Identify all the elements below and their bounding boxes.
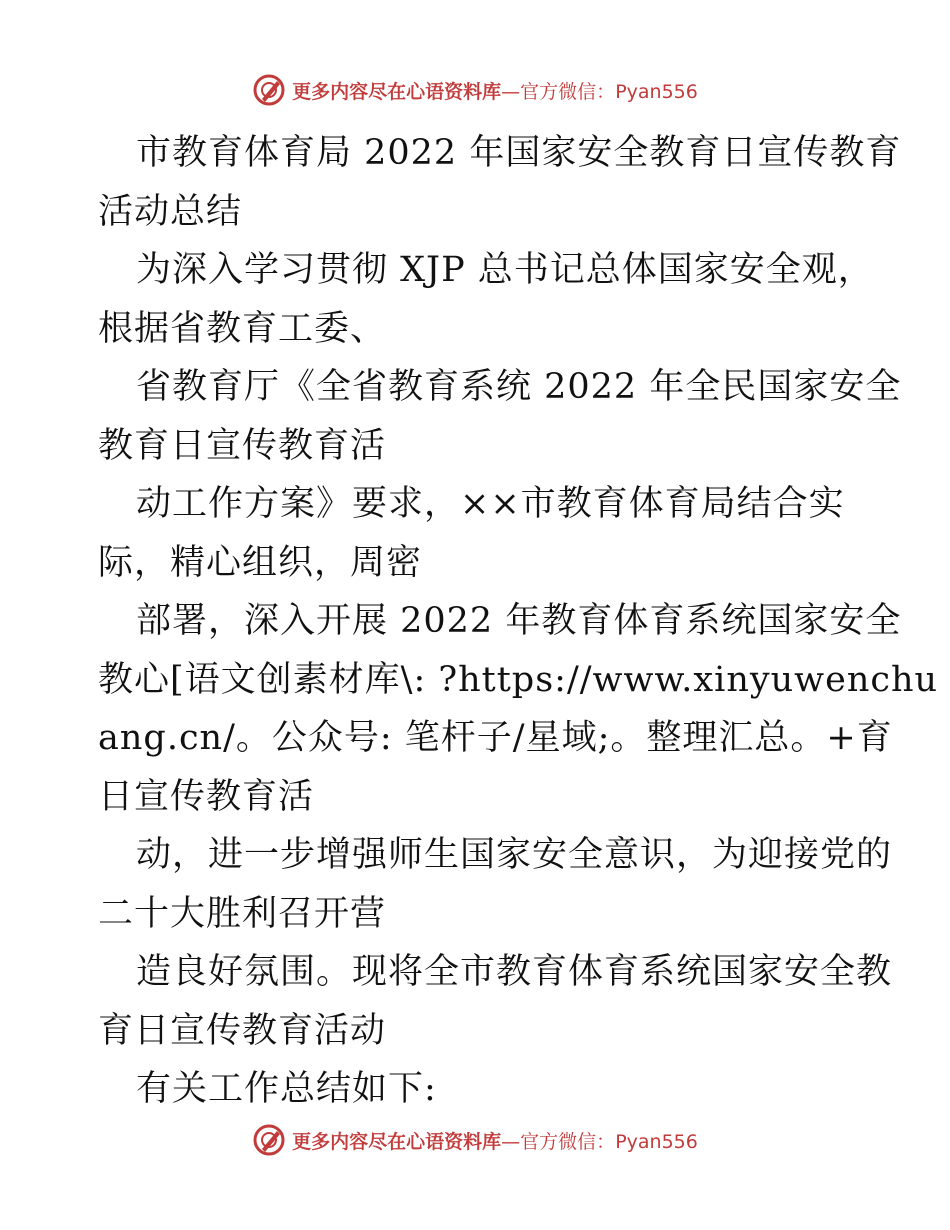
paragraph-line: 造良好氛围。现将全市教育体育系统国家安全教	[136, 952, 893, 992]
watermark-group	[252, 73, 698, 107]
paragraph-line: 为深入学习贯彻 XJP 总书记总体国家安全观，	[136, 250, 874, 290]
watermark-separator: —	[501, 1130, 521, 1153]
paragraph-line: 二十大胜利召开营	[98, 893, 387, 934]
brand-logo-icon	[252, 73, 286, 107]
watermark-wechat-id: Pyan556	[615, 80, 698, 103]
watermark-brand: 更多内容尽在心语资料库	[292, 80, 502, 103]
paragraph-line: ang.cn/。公众号: 笔杆子/星域;。整理汇总。+育	[98, 718, 893, 758]
paragraph-line: 省教育厅《全省教育系统 2022 年全民国家安全	[136, 367, 902, 407]
document-body	[98, 124, 939, 1119]
title-line-2: 活动总结	[98, 191, 243, 232]
paragraph-line: 日宣传教育活	[98, 776, 315, 817]
paragraph-line: 根据省教育工委、	[98, 308, 387, 349]
paragraph-line: 部署，深入开展 2022 年教育体育系统国家安全	[136, 601, 902, 641]
paragraph-line: 教育日宣传教育活	[98, 425, 387, 466]
paragraph-line: 育日宣传教育活动	[98, 1010, 387, 1051]
watermark-brand: 更多内容尽在心语资料库	[292, 1130, 502, 1153]
brand-logo-icon	[252, 1123, 286, 1157]
watermark-text	[292, 77, 698, 104]
paragraph-line: 有关工作总结如下:	[136, 1069, 437, 1109]
watermark-separator: —	[501, 80, 521, 103]
footer-watermark	[0, 1120, 950, 1160]
watermark-group	[252, 1123, 698, 1157]
watermark-text	[292, 1127, 698, 1154]
title-line-1: 市教育体育局 2022 年国家安全教育日宣传教育	[136, 133, 902, 173]
paragraph-line: 际，精心组织，周密	[98, 542, 423, 583]
watermark-wechat-id: Pyan556	[615, 1130, 698, 1153]
header-watermark	[0, 70, 950, 110]
watermark-label: 官方微信：	[520, 1130, 616, 1153]
paragraph-line: 动工作方案》要求，××市教育体育局结合实	[136, 484, 845, 524]
watermark-label: 官方微信：	[520, 80, 616, 103]
paragraph-line: 动，进一步增强师生国家安全意识，为迎接党的	[136, 835, 893, 875]
paragraph-line: 教心[语文创素材库\: ?https://www.xinyuwenchu	[98, 659, 939, 700]
